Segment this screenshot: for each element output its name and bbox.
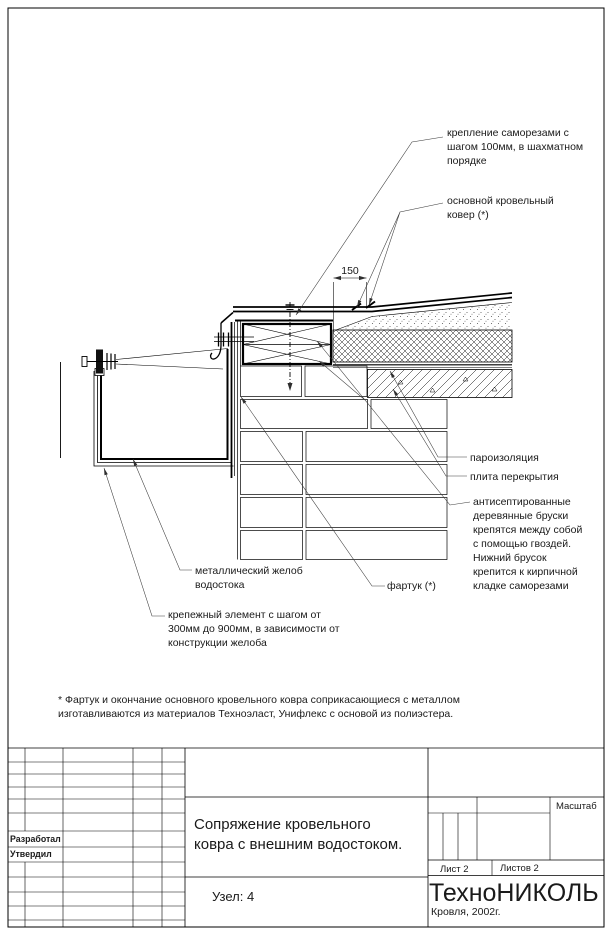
gutter	[61, 349, 234, 467]
label-fastening: крепление саморезами с	[447, 127, 569, 139]
label-main-carpet: ковер (*)	[447, 209, 489, 221]
developed-label: Разработал	[10, 834, 61, 844]
label-apron: фартук (*)	[387, 580, 436, 592]
gutter-bracket-bolt	[82, 350, 118, 374]
label-bracket: крепежный элемент с шагом от	[168, 609, 321, 621]
scale-label: Масштаб	[556, 801, 597, 812]
dimension-value: 150	[341, 265, 359, 277]
label-wood-blocks: крепится к кирпичной	[473, 566, 578, 578]
label-bracket: конструкции желоба	[168, 637, 267, 649]
sheets-total: Листов 2	[500, 863, 539, 874]
label-wood-blocks: антисептированные	[473, 496, 571, 508]
label-wood-blocks: кладке саморезами	[473, 580, 569, 592]
company-logo-text: ТехноНИКОЛЬ	[429, 879, 599, 907]
label-wood-blocks: деревянные бруски	[473, 510, 569, 522]
drawing-title: Сопряжение кровельного	[194, 816, 371, 833]
approved-label: Утвердил	[10, 849, 52, 859]
label-vapor-barrier: пароизоляция	[470, 452, 539, 464]
label-wood-blocks: Нижний брусок	[473, 552, 547, 564]
label-fastening: порядке	[447, 155, 487, 167]
drawing-title: ковра с внешним водостоком.	[194, 836, 403, 853]
label-fastening: шагом 100мм, в шахматном	[447, 141, 584, 153]
label-wood-blocks: крепятся между собой	[473, 524, 583, 536]
label-gutter: металлический желоб	[195, 565, 303, 577]
title-block	[8, 748, 604, 927]
label-gutter: водостока	[195, 579, 245, 591]
node-number: Узел: 4	[212, 889, 255, 904]
floor-slab-layer	[368, 370, 513, 398]
detail-drawing	[61, 127, 584, 649]
footnote	[58, 694, 460, 720]
label-floor-slab: плита перекрытия	[470, 471, 559, 483]
insulation-layer	[333, 330, 512, 362]
label-bracket: 300мм до 900мм, в зависимости от	[168, 623, 340, 635]
label-wood-blocks: с помощью гвоздей.	[473, 538, 571, 550]
company-subtitle: Кровля, 2002г.	[431, 906, 501, 918]
label-main-carpet: основной кровельный	[447, 195, 554, 207]
sheet-number: Лист 2	[440, 864, 469, 875]
footnote-line: изготавливаются из материалов Техноэласт, Унифлекс с основой из полиэстера.	[58, 708, 454, 720]
footnote-line: * Фартук и окончание основного кровельного ковра соприкасающиеся с металлом	[58, 694, 460, 706]
